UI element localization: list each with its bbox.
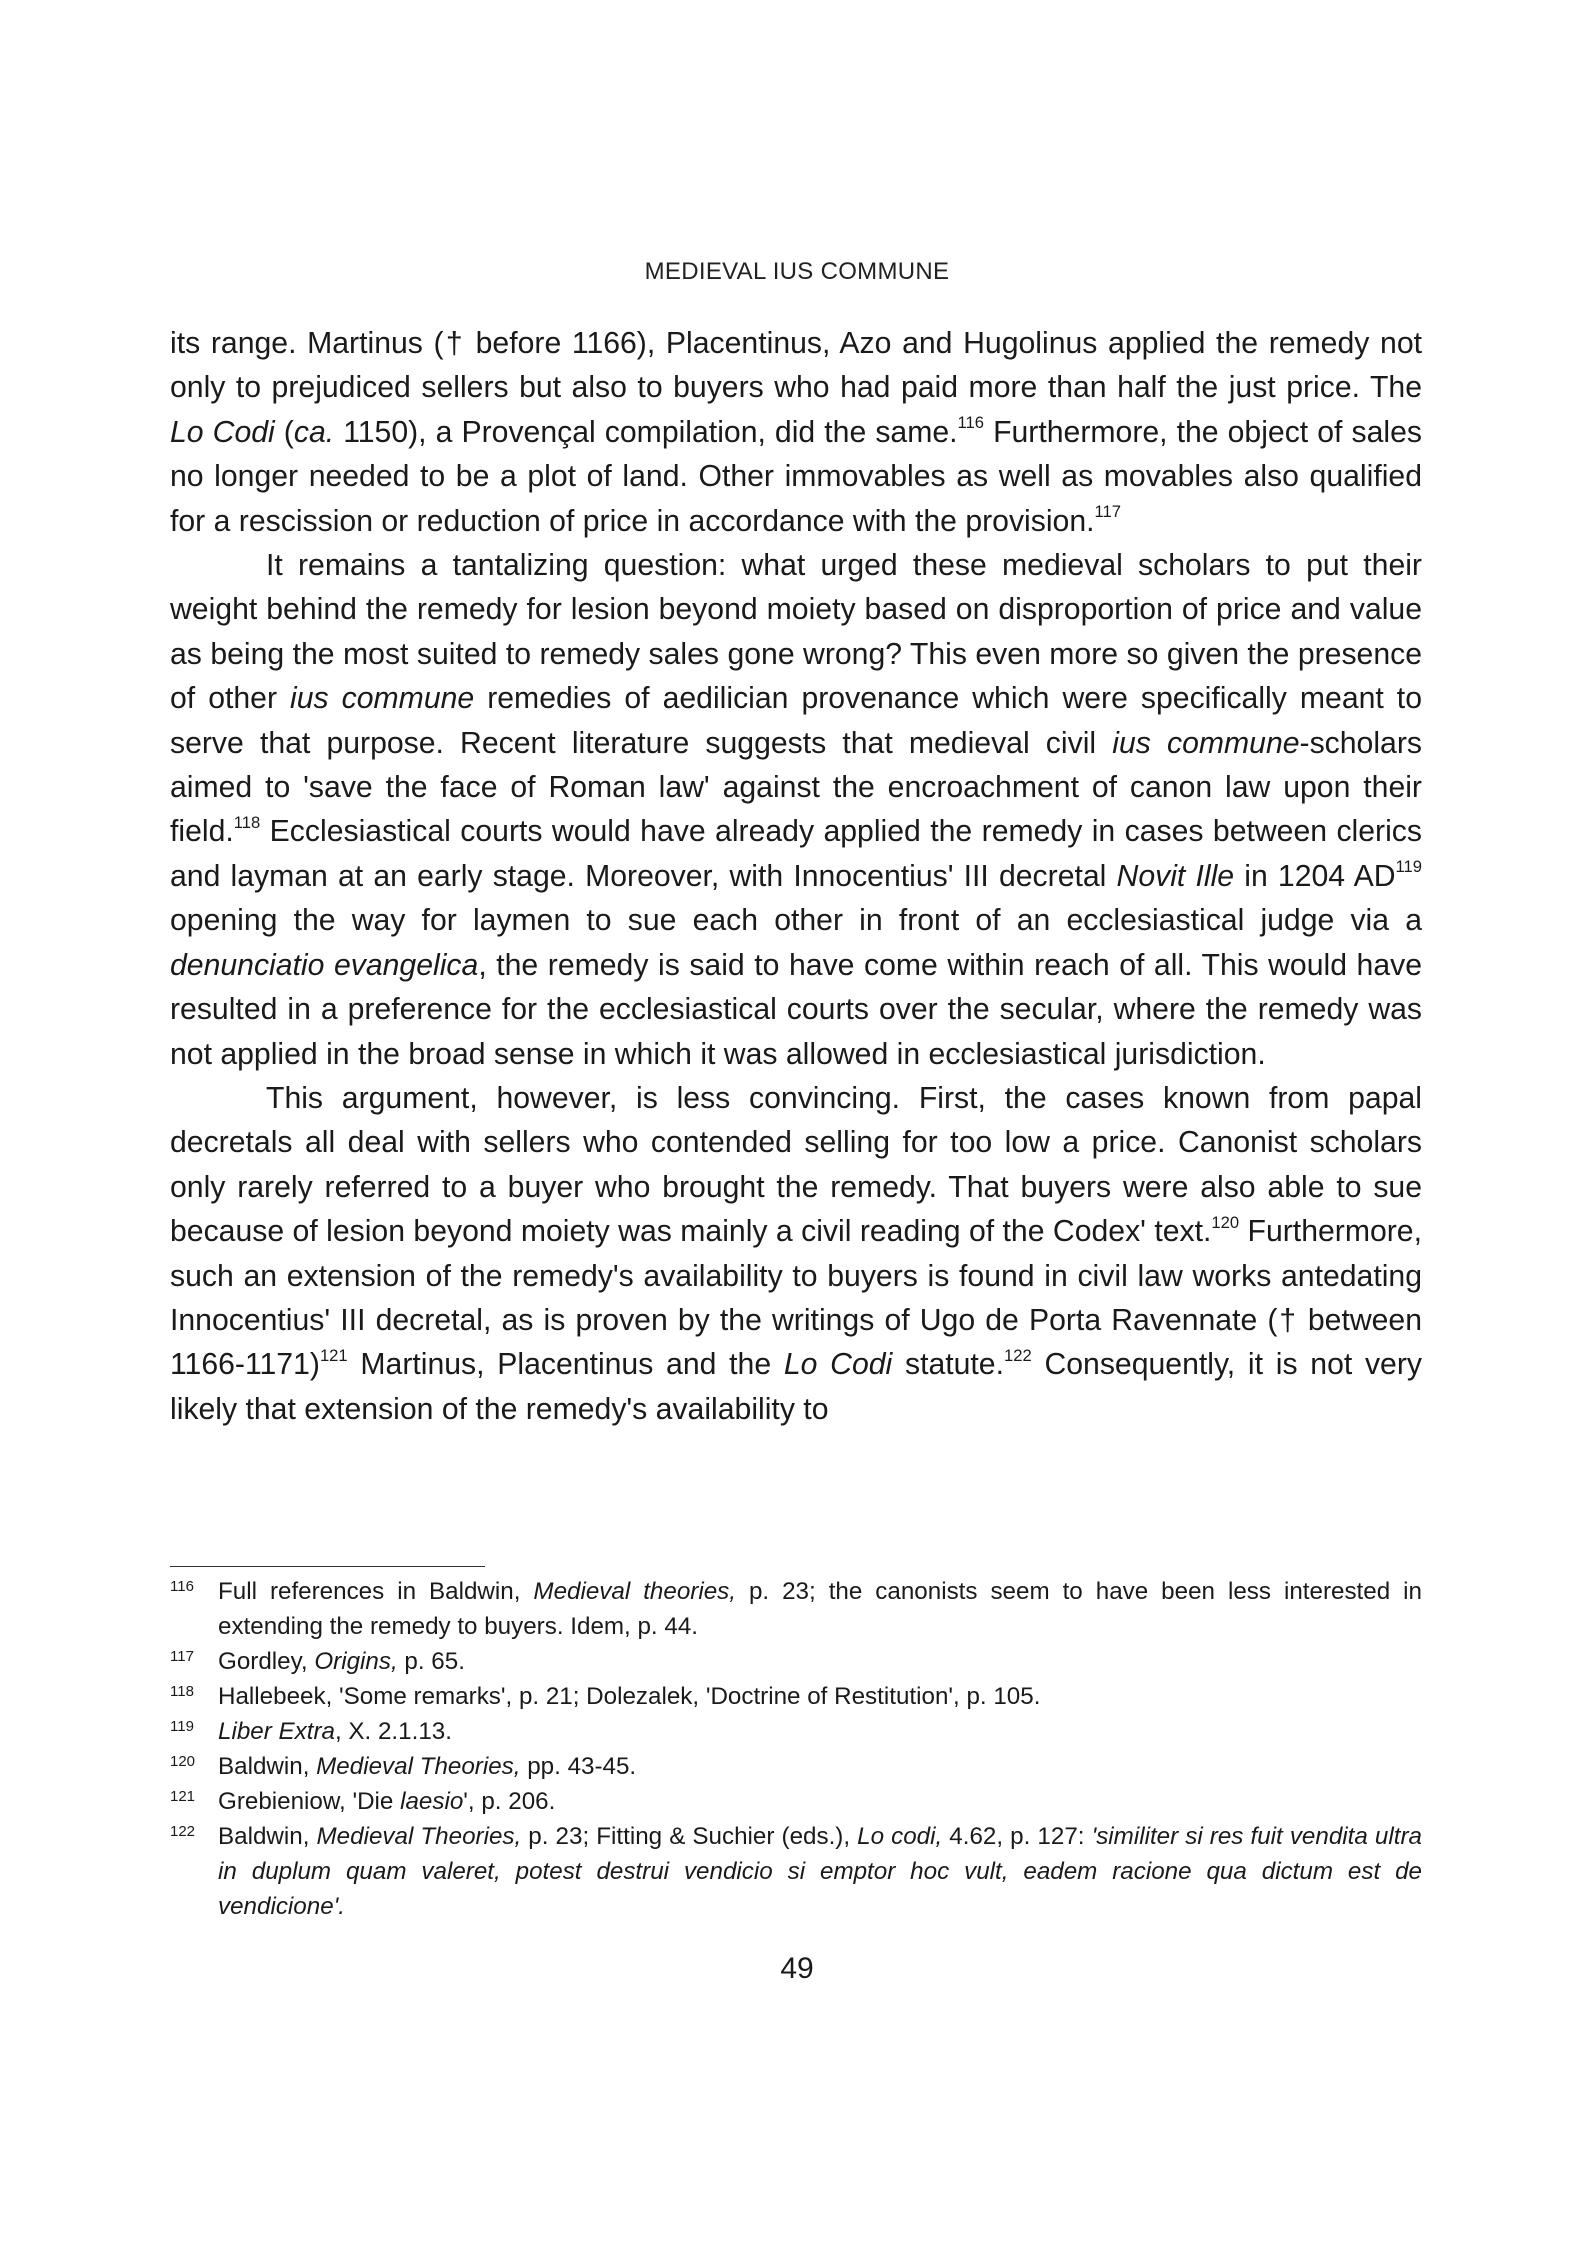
footnote-ref-122[interactable]: 122 bbox=[1004, 1345, 1032, 1365]
footnote-text: Hallebeek, 'Some remarks', p. 21; Dolezalek, 'Doctrine of Restitution', p. 105. bbox=[218, 1683, 1041, 1710]
footnote-text: Gordley, Origins, p. 65. bbox=[218, 1648, 465, 1675]
footnote-number: 122 bbox=[170, 1823, 196, 1840]
footnote-text: Baldwin, Medieval Theories, pp. 43-45. bbox=[218, 1753, 637, 1780]
paragraph-2: It remains a tantalizing question: what urged these medieval scholars to put their weight behind the remedy for lesion beyond moiety based on disproportion of price and value as being the most suited to remedy sales gone wrong? This even more so given the presence of other ius commune remedies of aedilician provenance which were specifically meant to serve that purpose. Recent literature suggests that medieval civil ius commune-scholars aimed to 'save the face of Roman law' against the encroachment of canon law upon their field.$^{118}$ Ecclesiastical courts would have already applied the remedy in cases between clerics and layman at an early stage. Moreover, with Innocentius' III decretal Novit Ille in 1204 AD$^{119}$ opening the way for laymen to sue each other in front of an ecclesiastical judge via a denunciatio evangelica, the remedy is said to have come within reach of all. This would have resulted in a preference for the ecclesiastical courts over the secular, where the remedy was not applied in the broad sense in which it was allowed in ecclesiastical jurisdiction. bbox=[170, 549, 1422, 1071]
paragraph-1: its range. Martinus († before 1166), Placentinus, Azo and Hugolinus applied the remedy not only to prejudiced sellers but also to buyers who had paid more than half the just price. The Lo Codi (ca. 1150), a Provençal compilation, did the same.$^{116}$ Furthermore, the object of sales no longer needed to be a plot of land. Other immovables as well as movables also qualified for a rescission or reduction of price in accordance with the provision.$^{117}$ bbox=[170, 327, 1422, 538]
running-header: MEDIEVAL IUS COMMUNE bbox=[644, 258, 950, 285]
footnote-text: Liber Extra, X. 2.1.13. bbox=[218, 1718, 452, 1745]
footnote-number: 118 bbox=[170, 1683, 194, 1700]
footnote-number: 121 bbox=[170, 1788, 196, 1805]
footnote-ref-120[interactable]: 120 bbox=[1211, 1212, 1240, 1232]
footnote-118 bbox=[170, 1679, 1422, 1714]
footnote-text: Baldwin, Medieval Theories, p. 23; Fitting & Suchier (eds.), Lo codi, 4.62, p. 127: 'similiter si res fuit vendita ultra in duplum quam valeret, potest destrui vendicio si emptor hoc vult, eadem racione qua dictum est de vendicione'. bbox=[218, 1823, 1422, 1920]
footnote-120 bbox=[170, 1749, 1422, 1784]
main-text bbox=[170, 322, 1422, 1432]
footnote-number: 120 bbox=[170, 1753, 196, 1770]
footnote-117 bbox=[170, 1644, 1422, 1679]
footnote-122 bbox=[170, 1819, 1422, 1924]
footnote-ref-119[interactable]: 119 bbox=[1395, 857, 1422, 877]
footnote-number: 119 bbox=[170, 1718, 194, 1735]
footnotes bbox=[170, 1574, 1422, 1924]
paragraph-3: This argument, however, is less convincing. First, the cases known from papal decretals all deal with sellers who contended selling for too low a price. Canonist scholars only rarely referred to a buyer who brought the remedy. That buyers were also able to sue because of lesion beyond moiety was mainly a civil reading of the Codex' text.$^{120}$ Furthermore, such an extension of the remedy's availability to buyers is found in civil law works antedating Innocentius' III decretal, as is proven by the writings of Ugo de Porta Ravennate († between 1166-1171)$^{121}$ Martinus, Placentinus and the Lo Codi statute.$^{122}$ Consequently, it is not very likely that extension of the remedy's availability to bbox=[170, 1081, 1422, 1426]
footnote-number: 116 bbox=[170, 1578, 194, 1595]
footnote-ref-118[interactable]: 118 bbox=[233, 812, 261, 832]
footnote-text: Grebieniow, 'Die laesio', p. 206. bbox=[218, 1788, 556, 1815]
footnote-121 bbox=[170, 1784, 1422, 1819]
footnote-separator bbox=[170, 1566, 485, 1567]
footnote-text: Full references in Baldwin, Medieval theories, p. 23; the canonists seem to have been less interested in extending the remedy to buyers. Idem, p. 44. bbox=[218, 1578, 1422, 1640]
footnote-number: 117 bbox=[170, 1648, 194, 1665]
footnote-ref-117[interactable]: 117 bbox=[1094, 502, 1122, 522]
footnote-119 bbox=[170, 1714, 1422, 1749]
footnote-ref-121[interactable]: 121 bbox=[319, 1345, 348, 1365]
footnote-ref-116[interactable]: 116 bbox=[957, 413, 985, 433]
page-number: 49 bbox=[780, 1952, 814, 1985]
footnote-116 bbox=[170, 1574, 1422, 1644]
